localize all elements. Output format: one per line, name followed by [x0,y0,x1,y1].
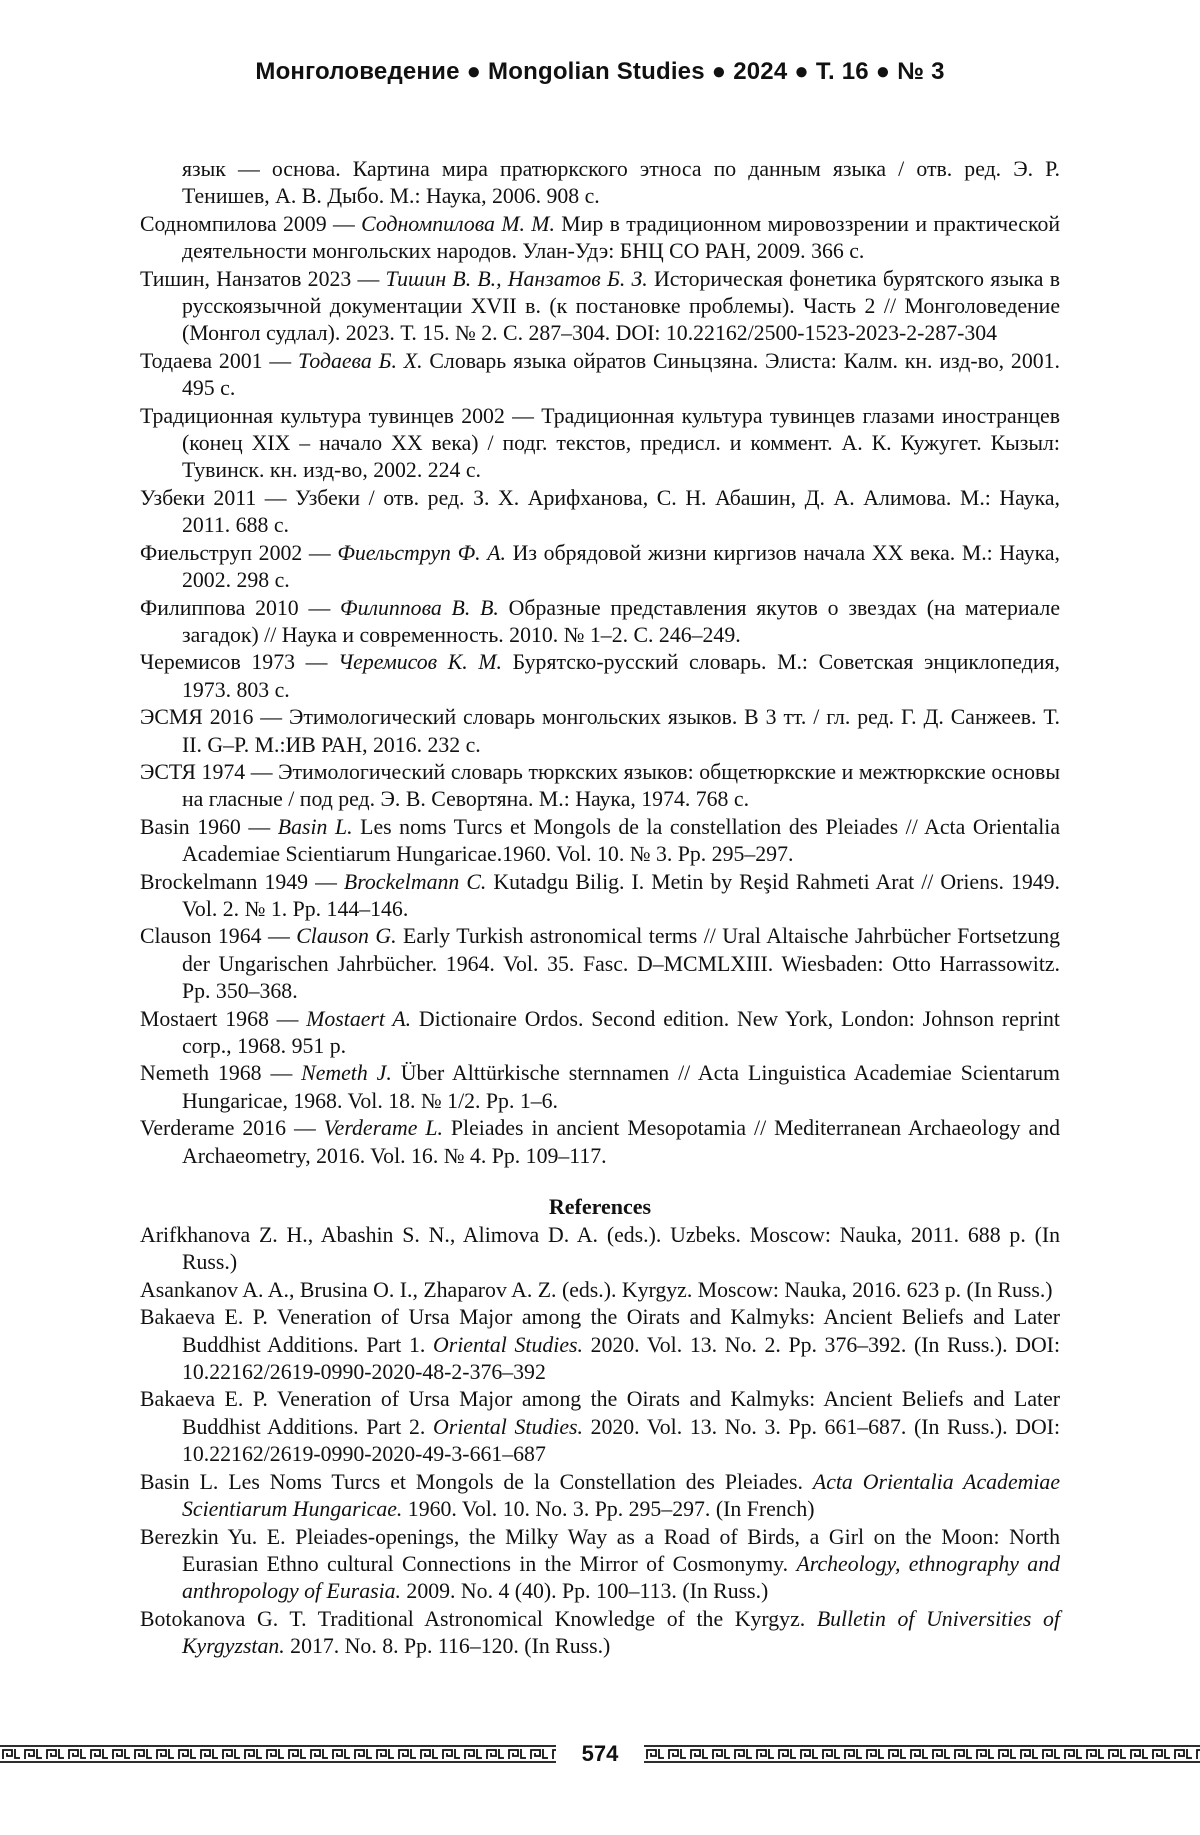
reference-rest: 2020. Vol. 13. No. 2. Pp. 376–392. (In Russ.). DOI: 10.22162/2619-0990-2020-48-2-376–392 [182,1332,1060,1385]
reference-rest: Über Alttürkische sternnamen // Acta Linguistica Academiae Scientarum Hungaricae, 1968. Vol. 18. № 1/2. Pp. 1–6. [182,1061,1061,1113]
reference-entry [140,869,1060,924]
reference-rest: Этимологический словарь монгольских языков. В 3 тт. / гл. ред. Г. Д. Санжеев. Т. II. G–P. М.:ИВ РАН, 2016. 232 с. [182,705,1060,757]
reference-italic: Тишин В. В., Нанзатов Б. З. [385,266,648,291]
reference-entry [140,1606,1060,1661]
reference-rest: Бурятско-русский словарь. М.: Советская энциклопедия, 1973. 803 с. [182,650,1061,702]
reference-entry [140,1386,1060,1468]
reference-rest: Традиционная культура тувинцев глазами иностранцев (конец XIX – начало XX века) / подг. текстов, предисл. и коммент. А. К. Кужугет. Кызыл: Тувинск. кн. изд-во, 2002. 224 с. [182,403,1060,483]
reference-lead: Bakaeva E. P. Veneration of Ursa Major among the Oirats and Kalmyks: Ancient Beliefs and Later Buddhist Additions. Part 1. [140,1305,1060,1357]
reference-entry [140,649,1060,704]
reference-entry [140,156,1060,211]
reference-entry [140,1304,1060,1386]
reference-italic: Филиппова В. В. [340,595,499,620]
reference-text: язык — основа. Картина мира пратюркского этноса по данным языка / отв. ред. Э. Р. Тенишев, А. В. Дыбо. М.: Наука, 2006. 908 с. [182,157,1060,209]
reference-rest: Этимологический словарь тюркских языков: общетюркские и межтюркские основы на гласные / под ред. Э. В. Севортяна. М.: Наука, 1974. 768 с. [182,759,1060,812]
reference-lead: Филиппова 2010 — [140,595,341,620]
page-number: 574 [581,1741,619,1766]
reference-entry [140,403,1060,485]
reference-italic: Acta Orientalia Academiae Scientiarum Hungaricae. [182,1469,1060,1522]
reference-lead: Basin 1960 — [140,814,278,839]
meander-border-right [644,1745,1200,1763]
reference-italic: Archeology, ethnography and anthropology of Eurasia. [182,1551,1060,1604]
reference-lead: Botokanova G. T. Traditional Astronomical Knowledge of the Kyrgyz. [140,1606,817,1631]
reference-rest: 2009. No. 4 (40). Pp. 100–113. (In Russ.) [400,1579,769,1604]
reference-lead: Berezkin Yu. E. Pleiades-openings, the Milky Way as a Road of Birds, a Girl on the Moon: North Eurasian Ethno cultural Connections in the Mirror of Cosmonymy. [140,1524,1060,1576]
reference-italic: Черемисов К. М. [338,650,503,675]
reference-list-russian [140,156,1060,1170]
reference-entry [140,923,1060,1005]
reference-entry [140,595,1060,650]
reference-italic: Содномпилова М. М. [361,211,555,236]
reference-entry [140,485,1060,540]
reference-entry [140,1060,1060,1115]
reference-italic: Nemeth J. [301,1061,392,1086]
reference-italic: Фиельструп Ф. А. [337,540,507,565]
reference-lead: ЭСТЯ 1974 — [140,759,279,784]
reference-lead: Basin L. Les Noms Turcs et Mongols de la Constellation des Pleiades. [140,1469,813,1494]
reference-entry [140,1222,1060,1277]
reference-lead: Nemeth 1968 — [140,1061,302,1086]
reference-italic: Oriental Studies. [433,1332,583,1357]
reference-rest: Узбеки / отв. ред. З. Х. Арифханова, С. Н. Абашин, Д. А. Алимова. М.: Наука, 2011. 688 с. [182,485,1060,538]
reference-italic: Brockelmann C. [343,869,487,894]
reference-entry [140,1006,1060,1061]
reference-lead: Черемисов 1973 — [140,650,339,675]
reference-lead: Clauson 1964 — [140,924,297,949]
reference-lead: Verderame 2016 — [140,1116,324,1141]
reference-rest: Словарь языка ойратов Синьцзяна. Элиста: Калм. кн. изд-во, 2001. 495 с. [182,348,1060,401]
reference-italic: Тодаева Б. Х. [298,348,423,373]
reference-lead: Содномпилова 2009 — [140,211,362,236]
reference-entry [140,704,1060,759]
reference-italic: Basin L. [277,814,353,839]
reference-entry [140,540,1060,595]
reference-rest: Pleiades in ancient Mesopotamia // Mediterranean Archaeology and Archaeometry, 2016. Vol. 16. № 4. Pp. 109–117. [182,1116,1060,1168]
reference-lead: Тишин, Нанзатов 2023 — [140,266,386,291]
page-footer [0,1742,1200,1766]
meander-border-left [0,1745,556,1763]
reference-rest: Историческая фонетика бурятского языка в русскоязычной документации XVII в. (к постановке проблемы). Часть 2 // Монголоведение (Монгол судлал). 2023. Т. 15. № 2. С. 287–304. DOI: 10.22162/2500-1523-2023-2-287-304 [182,266,1060,346]
references-heading: References [548,1194,652,1220]
reference-lead: Asankanov A. A., Brusina O. I., Zhaparov A. Z. (eds.). Kyrgyz. Moscow: Nauka, 2016. 623 p. (In Russ.) [140,1277,1053,1302]
reference-rest: Мир в традиционном мировоззрении и практической деятельности монгольских народов. Улан-Удэ: БНЦ СО РАН, 2009. 366 с. [182,211,1061,264]
reference-italic: Bulletin of Universities of Kyrgyzstan. [182,1606,1060,1659]
reference-entry [140,211,1060,266]
reference-rest: Early Turkish astronomical terms // Ural Altaische Jahrbücher Fortsetzung der Ungarischen Jahrbücher. 1964. Vol. 35. Fasc. D–MCMLXIII. Wiesbaden: Otto Harrassowitz. Pp. 350–368. [182,924,1061,1004]
reference-lead: Bakaeva E. P. Veneration of Ursa Major among the Oirats and Kalmyks: Ancient Beliefs and Later Buddhist Additions. Part 2. [140,1387,1060,1439]
reference-rest: Kutadgu Bilig. I. Metin by Reşid Rahmeti Arat // Oriens. 1949. Vol. 2. № 1. Pp. 144–146. [182,869,1060,921]
reference-list-english [140,1222,1060,1661]
reference-italic: Mostaert A. [306,1006,412,1031]
reference-rest: Образные представления якутов о звездах (на материале загадок) // Наука и современность. 2010. № 1–2. С. 246–249. [182,595,1060,647]
reference-lead: ЭСМЯ 2016 — [140,705,289,730]
reference-italic: Oriental Studies. [433,1414,583,1439]
reference-lead: Узбеки 2011 — [140,485,296,510]
reference-rest: Из обрядовой жизни киргизов начала XX века. М.: Наука, 2002. 298 с. [182,540,1060,593]
reference-entry [140,1115,1060,1170]
reference-rest: Dictionaire Ordos. Second edition. New York, London: Johnson reprint corp., 1968. 951 p. [182,1006,1060,1058]
reference-lead: Традиционная культура тувинцев 2002 — [140,403,542,428]
reference-rest: 2017. No. 8. Pp. 116–120. (In Russ.) [284,1634,611,1659]
reference-entry [140,266,1060,348]
reference-rest: 1960. Vol. 10. No. 3. Pp. 295–297. (In French) [402,1497,815,1522]
reference-rest: 2020. Vol. 13. No. 3. Pp. 661–687. (In Russ.). DOI: 10.22162/2619-0990-2020-49-3-661–687 [182,1414,1060,1467]
reference-italic: Verderame L. [323,1116,443,1141]
reference-entry [140,1277,1060,1304]
reference-entry [140,348,1060,403]
reference-lead: Тодаева 2001 — [140,348,299,373]
reference-lead: Brockelmann 1949 — [140,869,344,894]
reference-entry [140,1524,1060,1606]
reference-entry [140,1469,1060,1524]
reference-entry [140,759,1060,814]
reference-list [140,156,1060,1661]
running-header: Монголоведение ● Mongolian Studies ● 2024 ● Т. 16 ● № 3 [255,58,945,85]
reference-entry [140,814,1060,869]
reference-lead: Фиельструп 2002 — [140,540,338,565]
reference-rest: Les noms Turcs et Mongols de la constellation des Pleiades // Acta Orientalia Academiae Scientiarum Hungaricae.1960. Vol. 10. № 3. Pp. 295–297. [182,814,1060,867]
reference-italic: Clauson G. [296,924,397,949]
reference-lead: Arifkhanova Z. H., Abashin S. N., Alimova D. A. (eds.). Uzbeks. Moscow: Nauka, 2011. 688 p. (In Russ.) [140,1223,1060,1275]
reference-lead: Mostaert 1968 — [140,1006,307,1031]
